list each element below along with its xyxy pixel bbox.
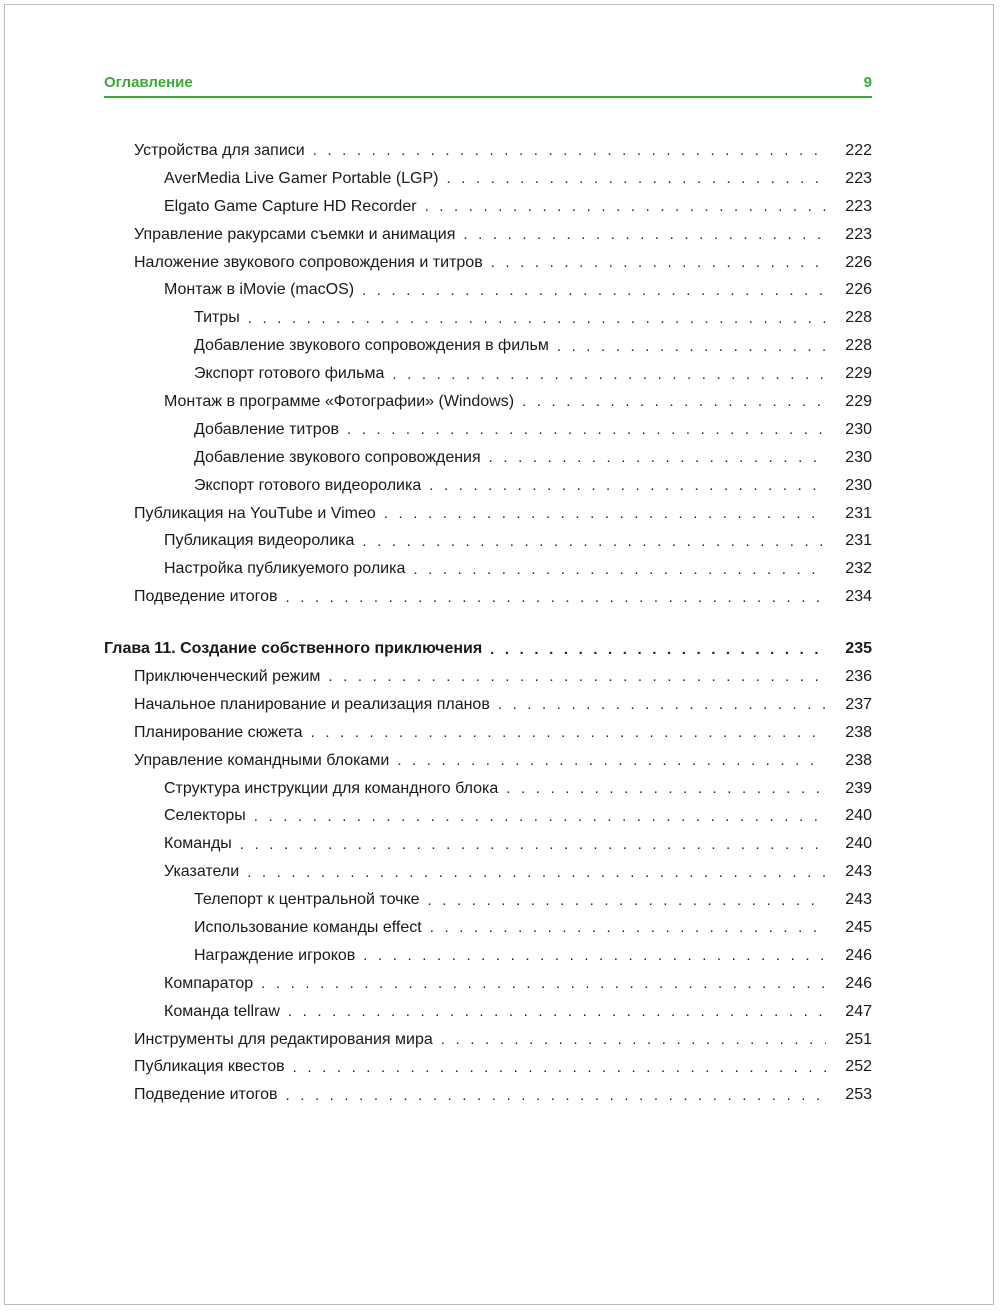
- dot-leader: [522, 393, 826, 410]
- dot-leader: [288, 1003, 826, 1020]
- toc-entry-page: 229: [845, 392, 872, 410]
- toc-entry-title: Устройства для записи: [134, 141, 305, 159]
- toc-entry-title: Настройка публикуемого ролика: [164, 560, 406, 578]
- toc-entry-page: 226: [845, 281, 872, 299]
- toc-entry[interactable]: [104, 249, 872, 277]
- toc-entry-title: Публикация на YouTube и Vimeo: [134, 504, 376, 522]
- toc-entry-page: 237: [845, 695, 872, 713]
- toc-entry-title: Компаратор: [164, 974, 254, 992]
- toc-entry-title: Добавление титров: [194, 420, 339, 438]
- toc-entry-title: Начальное планирование и реализация планов: [134, 695, 490, 713]
- toc-entry-page: 243: [845, 891, 872, 909]
- toc-entry[interactable]: [104, 1026, 872, 1054]
- toc-entry-title: Добавление звукового сопровождения: [194, 448, 481, 466]
- toc-entry-page: 234: [845, 588, 872, 606]
- dot-leader: [428, 892, 826, 909]
- toc-entry-title: Глава 11. Создание собственного приключения: [104, 640, 483, 658]
- dot-leader: [384, 505, 826, 522]
- toc-entry-page: 239: [845, 779, 872, 797]
- toc-entry[interactable]: [104, 802, 872, 830]
- toc-entry-page: 228: [845, 337, 872, 355]
- toc-entry-page: 251: [845, 1030, 872, 1048]
- toc-entry[interactable]: [104, 527, 872, 555]
- toc-entry-page: 240: [845, 835, 872, 853]
- toc-entry[interactable]: [104, 360, 872, 388]
- toc-entry[interactable]: [104, 942, 872, 970]
- toc-entry-page: 232: [845, 560, 872, 578]
- dot-leader: [248, 310, 826, 327]
- toc-entry-title: Управление ракурсами съемки и анимация: [134, 225, 456, 243]
- toc-entry-title: Экспорт готового видеоролика: [194, 476, 422, 494]
- dot-leader: [506, 780, 826, 797]
- table-of-contents: [104, 137, 872, 1109]
- toc-entry-page: 253: [845, 1086, 872, 1104]
- toc-entry-page: 231: [845, 504, 872, 522]
- dot-leader: [293, 1059, 826, 1076]
- toc-entry[interactable]: [104, 830, 872, 858]
- toc-entry-title: Публикация квестов: [134, 1058, 285, 1076]
- toc-entry[interactable]: [104, 388, 872, 416]
- toc-entry-page: 238: [845, 751, 872, 769]
- toc-entry[interactable]: [104, 583, 872, 611]
- toc-entry-title: AverMedia Live Gamer Portable (LGP): [164, 169, 439, 187]
- toc-entry-page: 240: [845, 807, 872, 825]
- dot-leader: [490, 641, 826, 658]
- toc-entry-title: Подведение итогов: [134, 588, 278, 606]
- toc-entry-title: Инструменты для редактирования мира: [134, 1030, 433, 1048]
- toc-entry-title: Монтаж в программе «Фотографии» (Windows): [164, 392, 515, 410]
- dot-leader: [285, 589, 826, 606]
- toc-entry-title: Телепорт к центральной точке: [194, 891, 420, 909]
- toc-chapter-entry[interactable]: [104, 635, 872, 663]
- toc-entry[interactable]: [104, 886, 872, 914]
- toc-entry[interactable]: [104, 193, 872, 221]
- toc-entry-title: Использование команды effect: [194, 918, 422, 936]
- dot-leader: [429, 477, 826, 494]
- dot-leader: [397, 752, 826, 769]
- toc-entry-title: Elgato Game Capture HD Recorder: [164, 197, 417, 215]
- toc-entry[interactable]: [104, 304, 872, 332]
- toc-entry[interactable]: [104, 858, 872, 886]
- toc-entry[interactable]: [104, 416, 872, 444]
- toc-entry-title: Управление командными блоками: [134, 751, 390, 769]
- section-title: Оглавление: [104, 74, 193, 91]
- toc-entry[interactable]: [104, 914, 872, 942]
- toc-entry-page: 223: [845, 197, 872, 215]
- toc-entry[interactable]: [104, 500, 872, 528]
- dot-leader: [446, 170, 826, 187]
- toc-entry-page: 230: [845, 420, 872, 438]
- toc-entry-title: Экспорт готового фильма: [194, 365, 385, 383]
- toc-entry-title: Добавление звукового сопровождения в фильм: [194, 337, 549, 355]
- dot-leader: [557, 338, 826, 355]
- toc-entry[interactable]: [104, 472, 872, 500]
- toc-entry-title: Планирование сюжета: [134, 723, 303, 741]
- dot-leader: [489, 449, 826, 466]
- toc-entry-title: Подведение итогов: [134, 1086, 278, 1104]
- toc-entry-title: Титры: [194, 309, 240, 327]
- dot-leader: [247, 864, 826, 881]
- toc-entry-title: Приключенческий режим: [134, 667, 321, 685]
- toc-entry[interactable]: [104, 970, 872, 998]
- dot-leader: [362, 282, 826, 299]
- toc-entry-page: 226: [845, 253, 872, 271]
- dot-leader: [491, 254, 826, 271]
- running-header: [104, 74, 872, 98]
- toc-entry-title: Команды: [164, 835, 232, 853]
- toc-entry-title: Монтаж в iMovie (macOS): [164, 281, 355, 299]
- dot-leader: [285, 1087, 826, 1104]
- dot-leader: [463, 226, 826, 243]
- toc-entry[interactable]: [104, 663, 872, 691]
- dot-leader: [347, 421, 826, 438]
- toc-entry-page: 245: [845, 918, 872, 936]
- toc-entry-page: 236: [845, 667, 872, 685]
- toc-entry-title: Награждение игроков: [194, 946, 356, 964]
- toc-entry-page: 223: [845, 169, 872, 187]
- toc-entry-page: 243: [845, 863, 872, 881]
- toc-entry-title: Публикация видеоролика: [164, 532, 355, 550]
- toc-entry-title: Структура инструкции для командного блока: [164, 779, 499, 797]
- dot-leader: [392, 366, 826, 383]
- toc-entry-page: 230: [845, 476, 872, 494]
- toc-entry-page: 229: [845, 365, 872, 383]
- toc-entry-page: 238: [845, 723, 872, 741]
- toc-entry-page: 230: [845, 448, 872, 466]
- toc-entry-page: 222: [845, 141, 872, 159]
- dot-leader: [311, 724, 826, 741]
- dot-leader: [328, 668, 826, 685]
- toc-entry-page: 246: [845, 946, 872, 964]
- dot-leader: [313, 142, 826, 159]
- dot-leader: [363, 947, 826, 964]
- dot-leader: [254, 808, 826, 825]
- dot-leader: [425, 198, 826, 215]
- dot-leader: [261, 975, 826, 992]
- toc-entry[interactable]: [104, 998, 872, 1026]
- toc-entry-page: 231: [845, 532, 872, 550]
- toc-entry[interactable]: [104, 1054, 872, 1082]
- dot-leader: [362, 533, 826, 550]
- toc-entry[interactable]: [104, 691, 872, 719]
- toc-entry[interactable]: [104, 1081, 872, 1109]
- toc-entry[interactable]: [104, 137, 872, 165]
- toc-entry-page: 247: [845, 1002, 872, 1020]
- toc-entry[interactable]: [104, 332, 872, 360]
- toc-entry-page: 228: [845, 309, 872, 327]
- toc-entry-title: Селекторы: [164, 807, 246, 825]
- toc-entry[interactable]: [104, 719, 872, 747]
- dot-leader: [413, 561, 826, 578]
- page-number: 9: [863, 74, 872, 91]
- dot-leader: [240, 836, 826, 853]
- toc-entry-page: 235: [845, 640, 872, 658]
- toc-entry[interactable]: [104, 555, 872, 583]
- dot-leader: [498, 696, 826, 713]
- toc-entry-title: Наложение звукового сопровождения и титров: [134, 253, 483, 271]
- dot-leader: [430, 919, 826, 936]
- toc-entry[interactable]: [104, 165, 872, 193]
- toc-entry[interactable]: [104, 221, 872, 249]
- toc-entry[interactable]: [104, 276, 872, 304]
- toc-entry-title: Команда tellraw: [164, 1002, 280, 1020]
- toc-entry-page: 252: [845, 1058, 872, 1076]
- toc-entry[interactable]: [104, 747, 872, 775]
- dot-leader: [441, 1031, 826, 1048]
- toc-entry-page: 223: [845, 225, 872, 243]
- toc-entry[interactable]: [104, 775, 872, 803]
- toc-entry-page: 246: [845, 974, 872, 992]
- toc-entry-title: Указатели: [164, 863, 240, 881]
- toc-entry[interactable]: [104, 444, 872, 472]
